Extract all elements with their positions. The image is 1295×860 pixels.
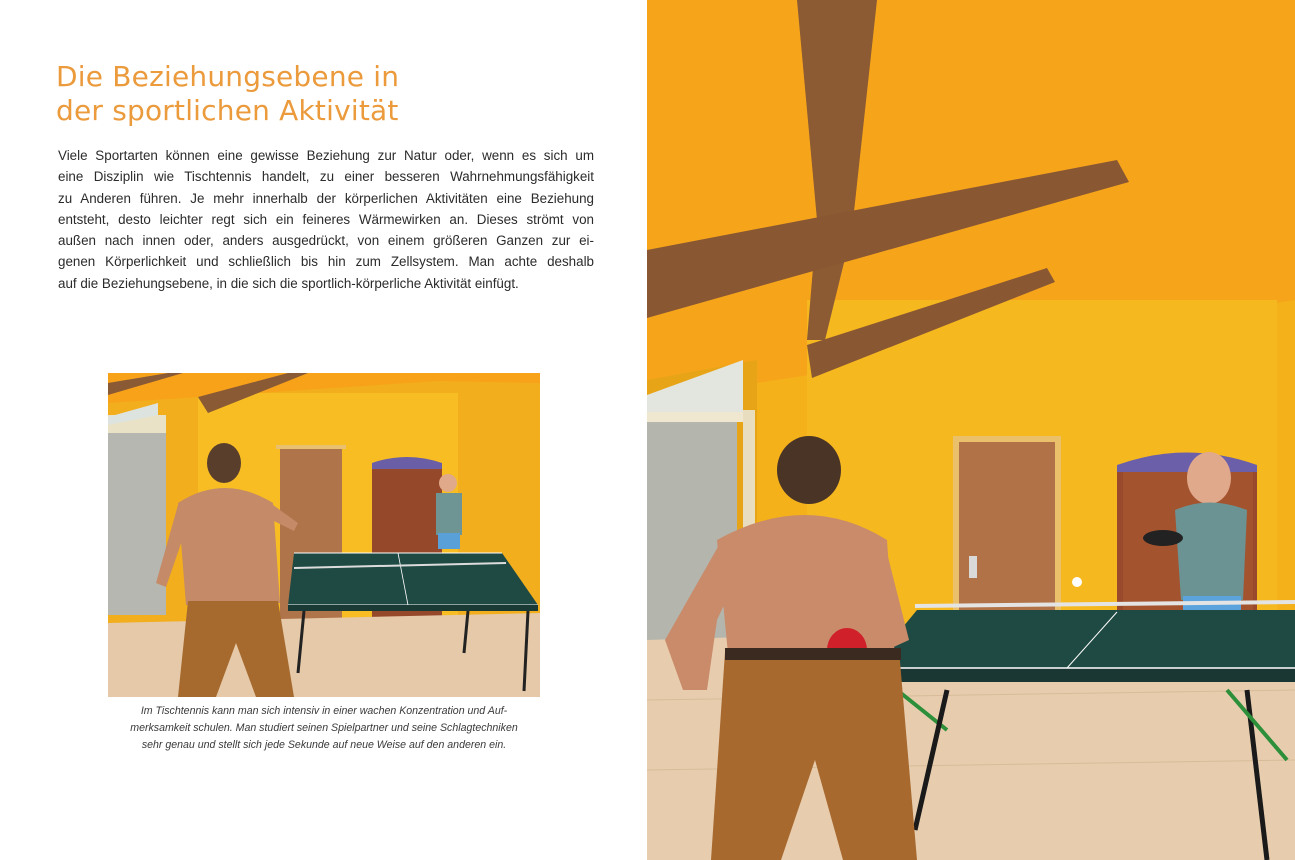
body-line: genen Körperlichkeit und schließlich bis hin zum Zellsystem. Man achte deshalb: [58, 254, 594, 270]
caption-line: merksamkeit schulen. Man studiert seinen Spielpartner und seine Schlagtechniken: [130, 722, 518, 734]
photo-caption: [108, 703, 540, 754]
table-tennis-photo-large: [647, 0, 1295, 860]
caption-line: sehr genau und stellt sich jede Sekunde auf neue Weise auf den anderen ein.: [141, 739, 507, 751]
body-line: entsteht, desto leichter regt sich ein feineres Wärmewirken an. Dieses strömt von: [58, 211, 594, 227]
page-heading: [56, 60, 616, 128]
body-line: außen nach innen oder, anders ausgedrückt, von einem größeren Ganzen zur ei-: [58, 233, 594, 249]
body-paragraph: [58, 145, 594, 294]
table-tennis-photo-small: [108, 373, 540, 697]
heading-line-1: Die Beziehungsebene in: [56, 60, 400, 93]
left-page: [0, 0, 647, 860]
caption-line: Im Tischtennis kann man sich intensiv in einer wachen Konzentration und Auf-: [140, 705, 508, 717]
body-line: eine Disziplin wie Tischtennis handelt, zu einer besseren Wahrnehmungsfähigkeit: [58, 169, 594, 185]
body-line: Viele Sportarten können eine gewisse Beziehung zur Natur oder, wenn es sich um: [58, 148, 594, 163]
body-line: zu Anderen führen. Je mehr innerhalb der körperlichen Aktivitäten eine Beziehung: [58, 190, 594, 206]
body-line: auf die Beziehungsebene, in die sich die sportlich-körperliche Aktivität einfügt.: [58, 275, 519, 291]
heading-line-2: der sportlichen Aktivität: [56, 94, 399, 127]
